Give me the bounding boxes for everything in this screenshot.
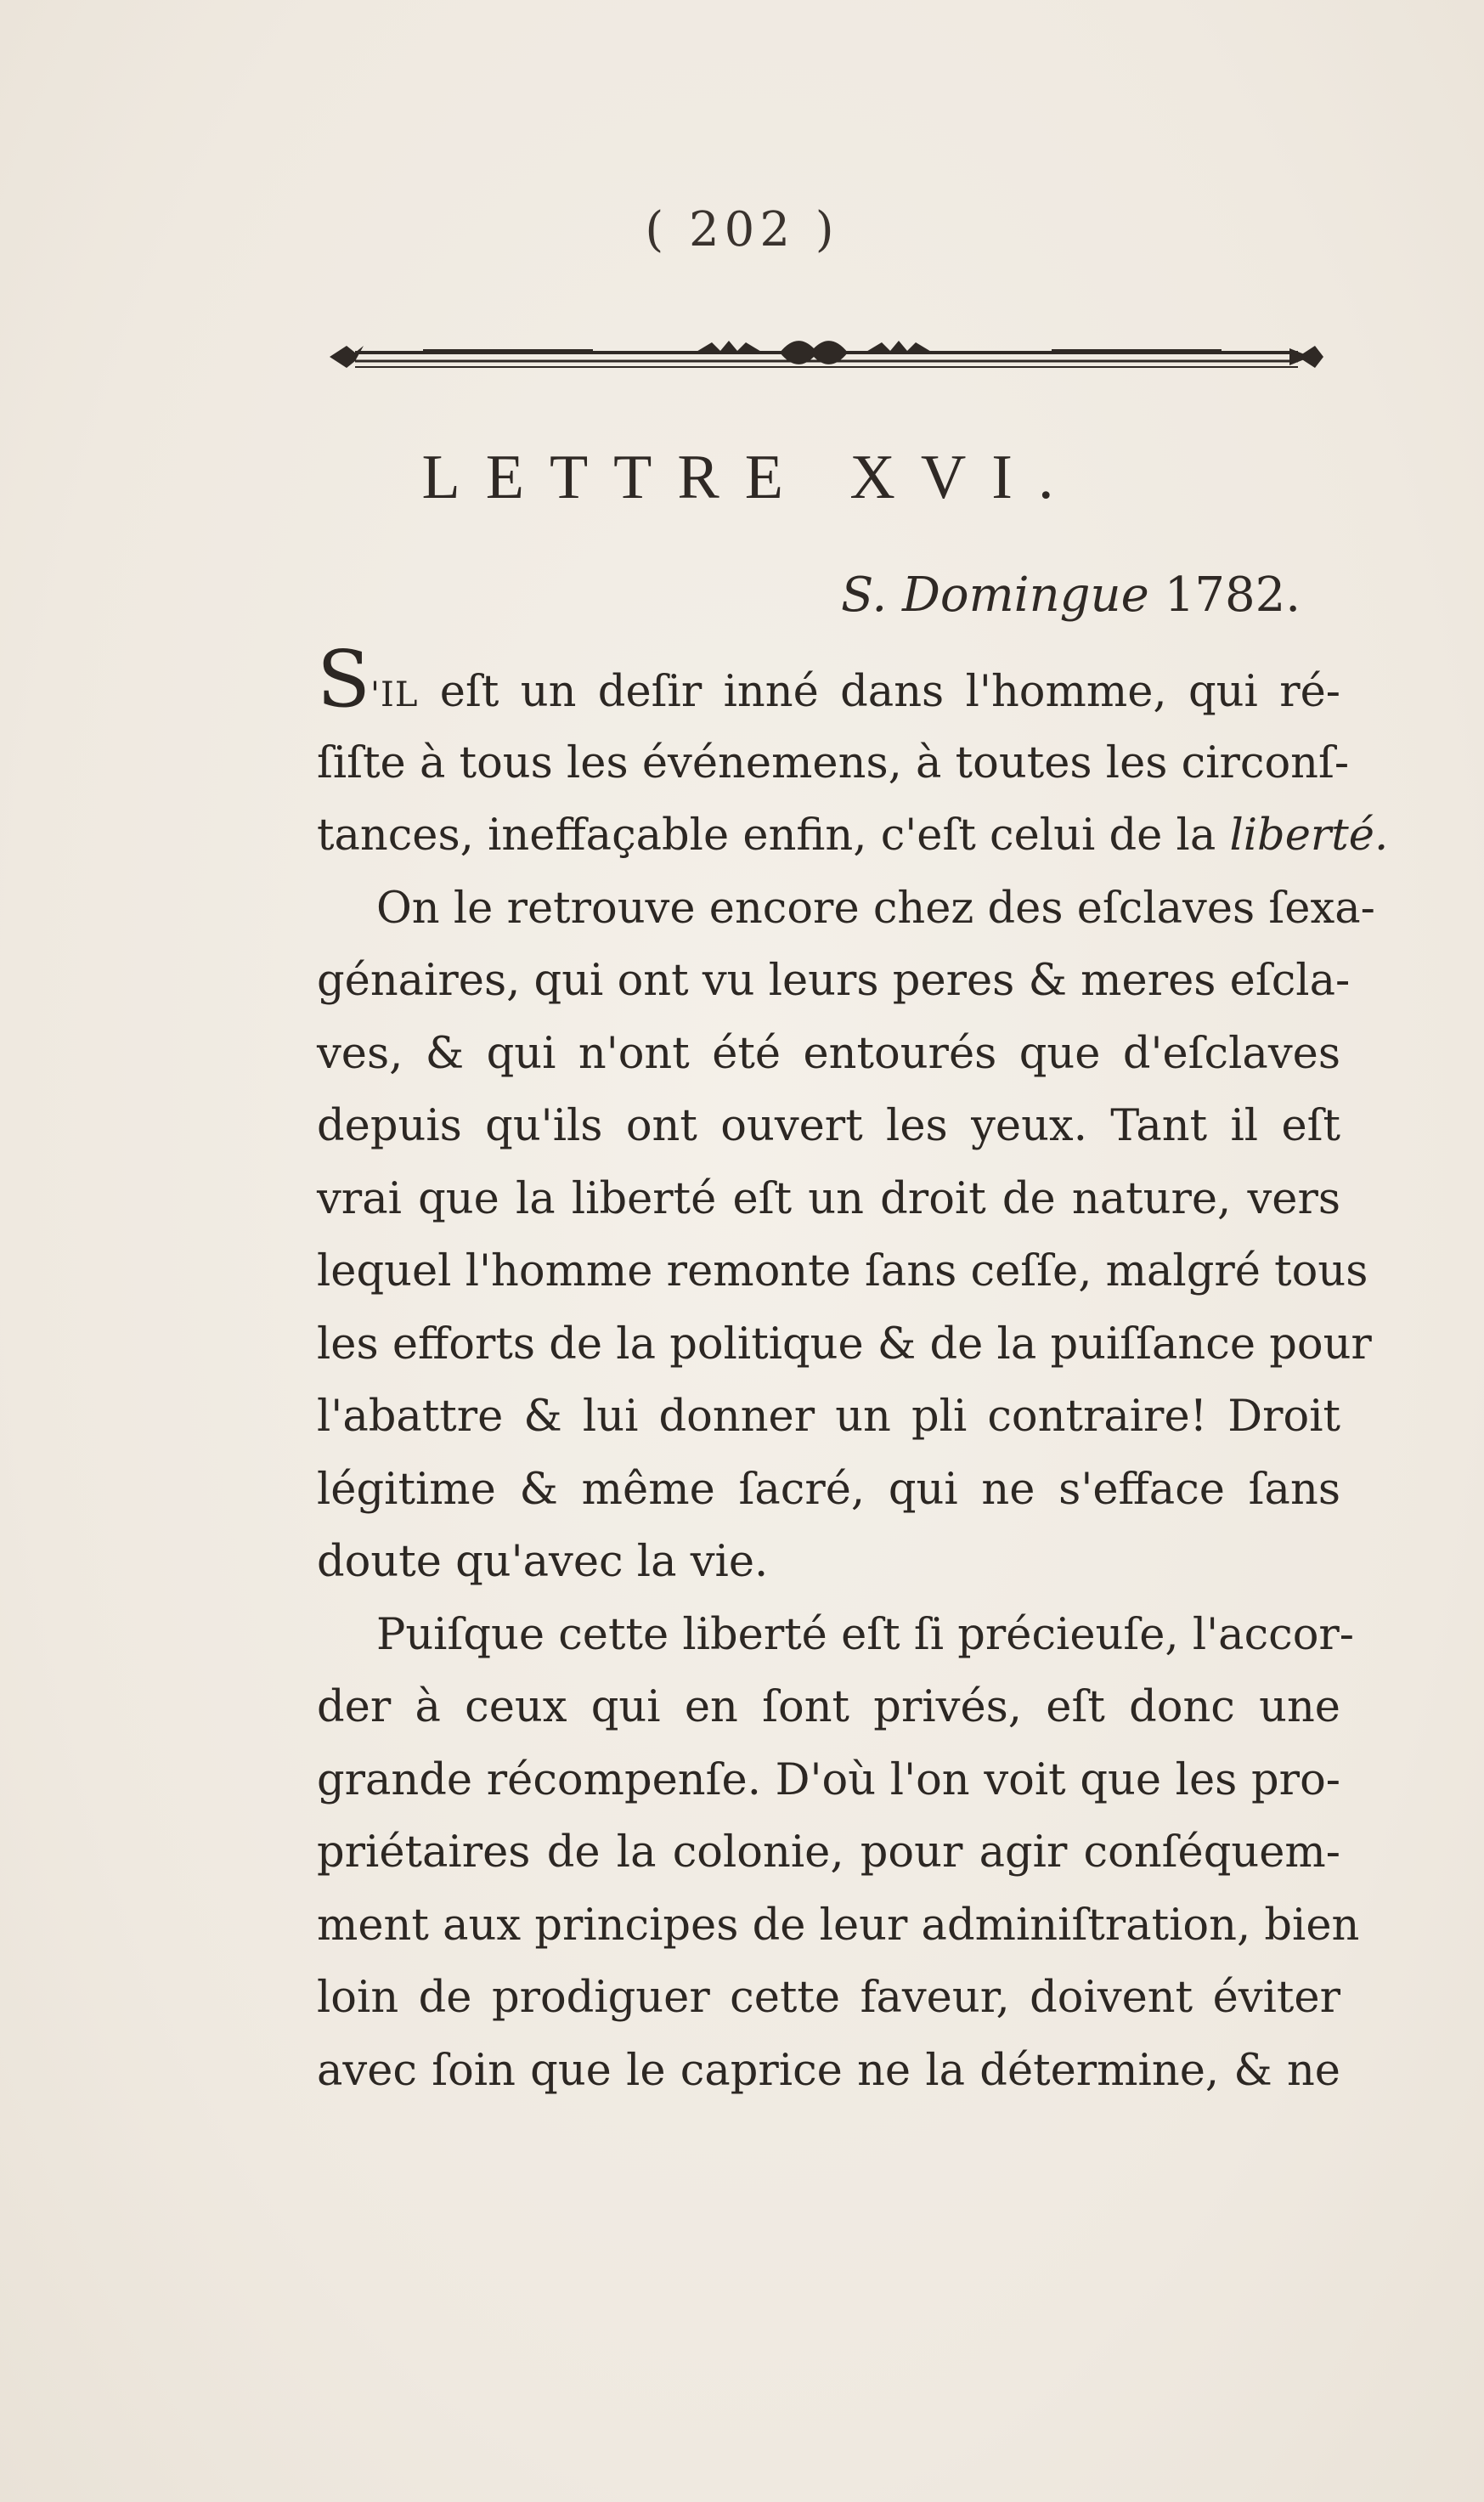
paragraph-3-line: avec ſoin que le caprice ne la détermine, & ne <box>317 2045 1340 2096</box>
paragraph-2-line: ves, & qui n'ont été entourés que d'eſclaves <box>317 1028 1340 1079</box>
paragraph-2-line: On le retrouve encore chez des eſclaves ſexa- <box>376 883 1375 934</box>
drop-cap: S <box>317 634 371 725</box>
paragraph-2-line: lequel l'homme remonte ſans ceſſe, malgré tous <box>317 1246 1368 1296</box>
paragraph-2-line: vrai que la liberté eſt un droit de nature, vers <box>317 1173 1340 1224</box>
paragraph-2-line: légitime & même ſacré, qui ne s'efface ſans <box>317 1464 1340 1515</box>
dateline-year: 1782. <box>1164 568 1301 623</box>
paragraph-2-line: génaires, qui ont vu leurs peres & meres eſcla- <box>317 956 1351 1006</box>
italic-word: liberté. <box>1229 810 1389 861</box>
dateline <box>841 568 1301 623</box>
letter-title: LETTRE XVI. <box>421 443 1080 512</box>
paragraph-3-line: Puiſque cette liberté eſt ſi précieuſe, l'accor- <box>376 1609 1355 1660</box>
body-text <box>317 634 1389 2107</box>
paragraph-1-line-1-rest: eſt un deſir inné dans l'homme, qui ré- <box>418 667 1340 717</box>
page-number: ( 202 ) <box>645 202 839 257</box>
paragraph-2-line: l'abattre & lui donner un pli contraire! Droit <box>317 1392 1340 1442</box>
paragraph-3-line: priétaires de la colonie, pour agir conſéquem- <box>317 1827 1340 1878</box>
paragraph-3-line: loin de prodiguer cette faveur, doivent éviter <box>317 1973 1340 2023</box>
paragraph-1-line-2: ſiſte à tous les événemens, à toutes les circonſ- <box>317 737 1350 788</box>
paragraph-2-line: depuis qu'ils ont ouvert les yeux. Tant il eſt <box>317 1101 1340 1151</box>
small-caps: 'IL <box>370 675 419 714</box>
dateline-place: S. Domingue <box>841 568 1149 623</box>
ornamental-rule <box>321 327 1332 387</box>
paragraph-1-line-1 <box>317 634 1340 727</box>
paragraph-1-line-3 <box>317 799 1389 873</box>
paragraph-2-line: les efforts de la politique & de la puiſſance pour <box>317 1319 1372 1370</box>
paragraph-3-line: ment aux principes de leur adminiſtration, bien <box>317 1900 1360 1951</box>
paragraph-2-line: doute qu'avec la vie. <box>317 1537 769 1587</box>
paragraph-3-line: der à ceux qui en ſont privés, eſt donc une <box>317 1682 1340 1732</box>
paragraph-1-line-3-text: tances, ineffaçable enfin, c'eſt celui de la <box>317 810 1230 861</box>
paragraph-3-line: grande récompenſe. D'où l'on voit que les pro- <box>317 1754 1340 1805</box>
